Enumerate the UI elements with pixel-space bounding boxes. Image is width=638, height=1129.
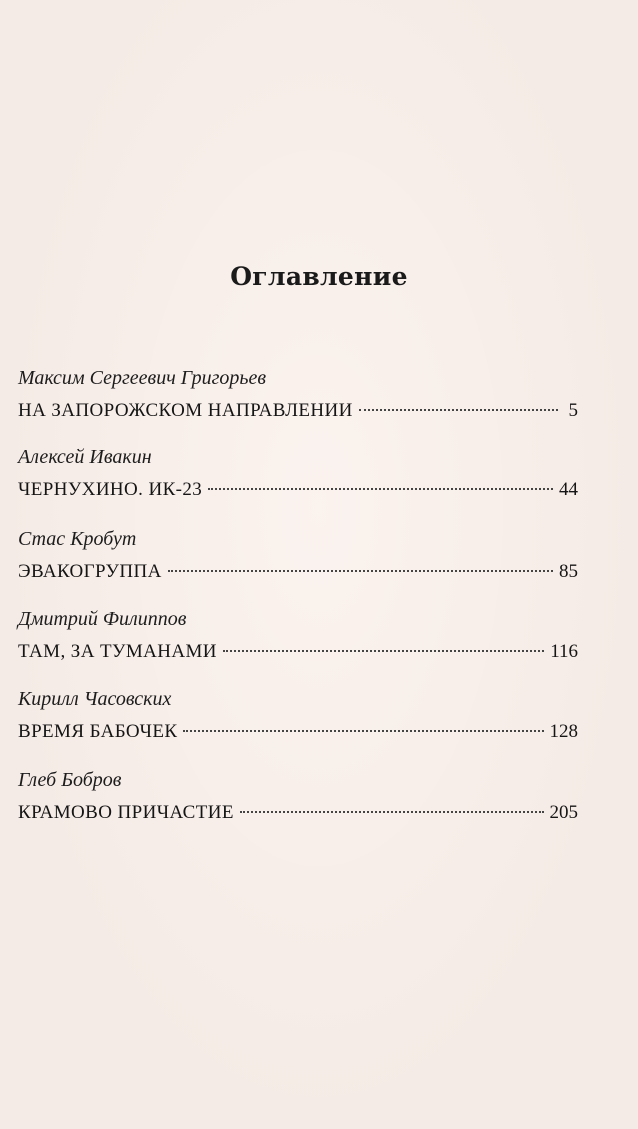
author-name: Дмитрий Филиппов (18, 608, 187, 630)
author-name: Алексей Ивакин (18, 446, 152, 468)
dot-leader (223, 650, 544, 652)
toc-line (18, 478, 578, 502)
dot-leader (183, 730, 543, 732)
story-title: КРАМОВО ПРИЧАСТИЕ (18, 802, 234, 823)
page-title: Оглавление (230, 262, 408, 291)
toc-line (18, 560, 578, 584)
toc-line (18, 399, 578, 423)
author-name: Кирилл Часовских (18, 688, 172, 710)
story-title: НА ЗАПОРОЖСКОМ НАПРАВЛЕНИИ (18, 400, 353, 421)
dot-leader (168, 570, 553, 572)
toc-entry (18, 366, 578, 423)
dot-leader (208, 488, 553, 490)
story-title: ТАМ, ЗА ТУМАНАМИ (18, 641, 217, 662)
toc-entry (18, 445, 578, 502)
page-number: 205 (549, 802, 578, 823)
author-name: Глеб Бобров (18, 769, 122, 791)
toc-entry (18, 768, 578, 825)
page-number: 85 (559, 561, 578, 582)
page-number: 44 (559, 479, 578, 500)
story-title: ЭВАКОГРУППА (18, 561, 162, 582)
toc-line (18, 640, 578, 664)
story-title: ВРЕМЯ БАБОЧЕК (18, 721, 178, 742)
toc-entry (18, 607, 578, 664)
toc-line (18, 801, 578, 825)
author-name: Стас Кробут (18, 528, 137, 550)
dot-leader (240, 811, 544, 813)
toc-line (18, 720, 578, 744)
page-number: 116 (550, 641, 578, 662)
page-number: 5 (568, 400, 578, 421)
page-number: 128 (549, 721, 578, 742)
toc-entry (18, 527, 578, 584)
dot-leader (359, 409, 558, 411)
toc-entry (18, 687, 578, 744)
story-title: ЧЕРНУХИНО. ИК-23 (18, 479, 203, 500)
author-name: Максим Сергеевич Григорьев (18, 367, 267, 389)
